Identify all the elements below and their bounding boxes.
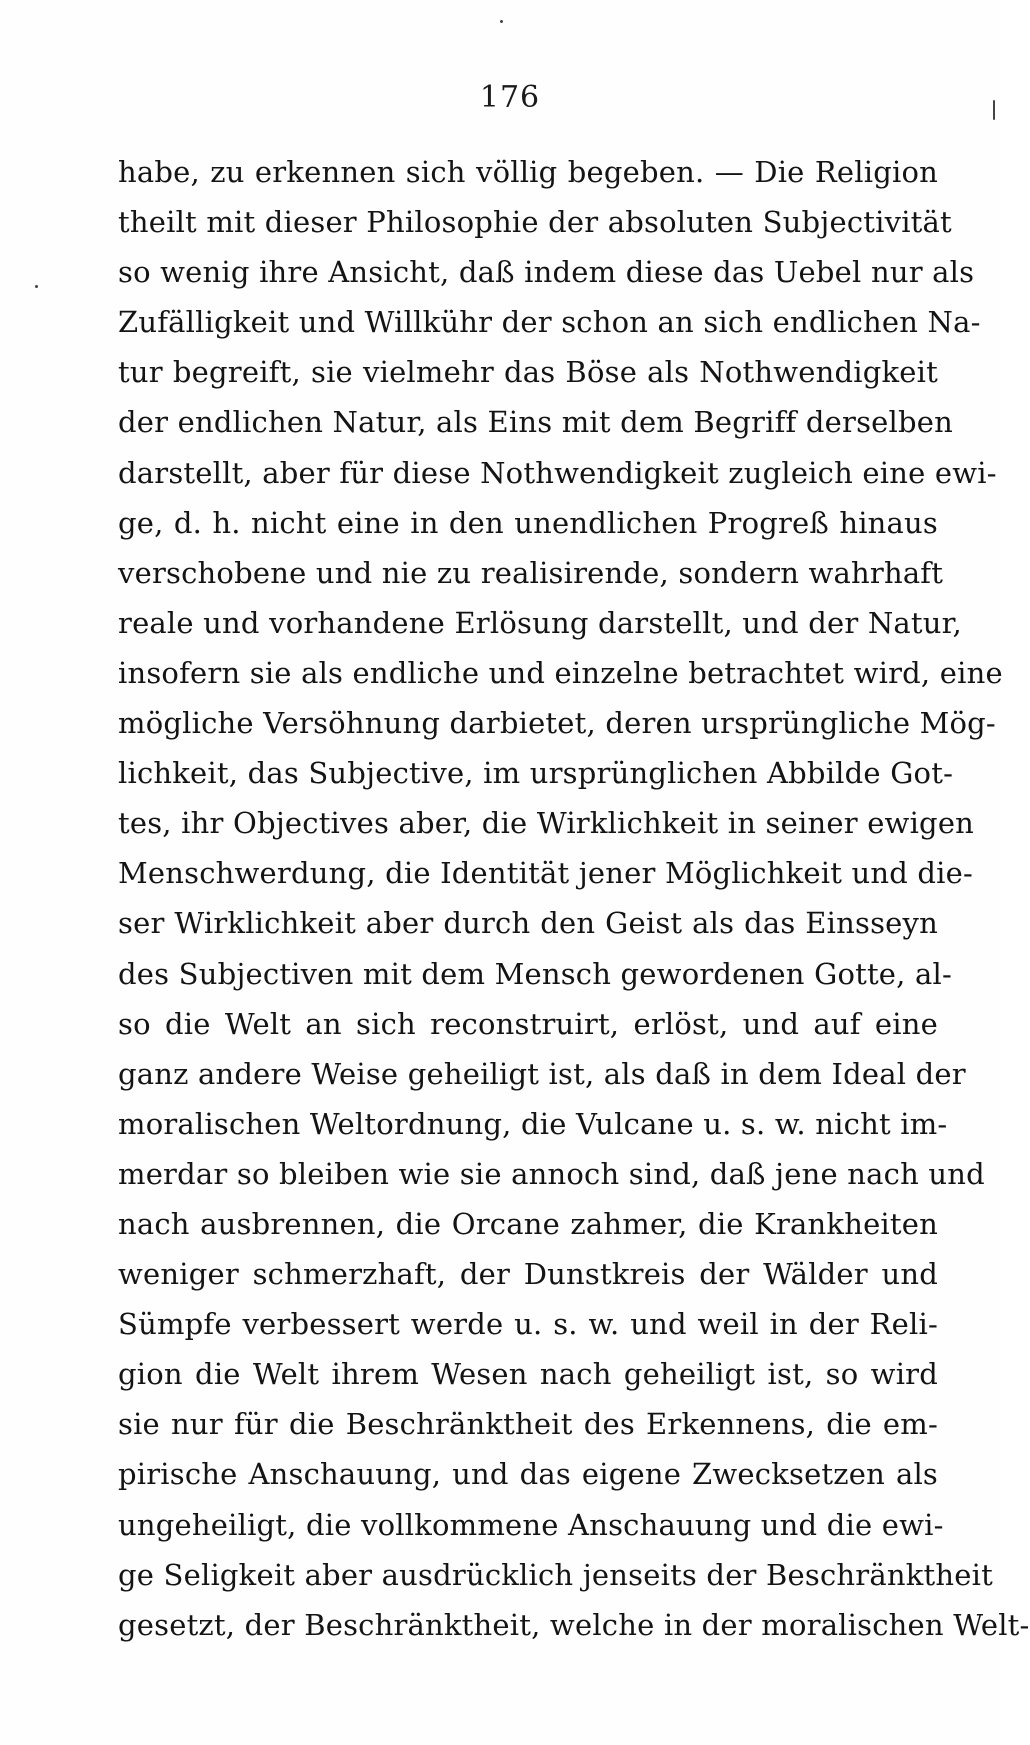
text-line: ganz andere Weise geheiligt ist, als daß in dem Ideal der [118,1056,966,1091]
text-line: des Subjectiven mit dem Mensch gewordenen Gotte, al- [118,956,952,991]
text-line: Sümpfe verbessert werde u. s. w. und weil in der Reli- [118,1307,938,1342]
text-line: pirische Anschauung, und das eigene Zwecksetzen als [118,1457,938,1492]
text-line: tes, ihr Objectives aber, die Wirklichkeit in seiner ewigen [118,806,975,841]
scan-speck [993,100,995,120]
page-number: 176 [479,80,541,115]
text-line: gion die Welt ihrem Wesen nach geheiligt ist, so wird [118,1357,938,1392]
text-line: weniger schmerzhaft, der Dunstkreis der Wälder und [118,1257,938,1292]
text-line: gesetzt, der Beschränktheit, welche in der moralischen Welt- [118,1607,1030,1642]
text-line: ge Seligkeit aber ausdrücklich jenseits der Beschränktheit [118,1557,993,1592]
scan-speck [35,285,38,288]
text-line: Zufälligkeit und Willkühr der schon an sich endlichen Na- [118,305,981,340]
text-line: verschobene und nie zu realisirende, sondern wahrhaft [118,555,944,590]
body-text [118,147,1030,1650]
text-line: merdar so bleiben wie sie annoch sind, daß jene nach und [118,1156,985,1191]
text-line: ge, d. h. nicht eine in den unendlichen Progreß hinaus [118,505,938,540]
text-line: insofern sie als endliche und einzelne betrachtet wird, eine [118,655,1003,690]
text-line: reale und vorhandene Erlösung darstellt, und der Natur, [118,605,962,640]
text-line: darstellt, aber für diese Nothwendigkeit zugleich eine ewi- [118,455,997,490]
text-line: lichkeit, das Subjective, im ursprünglichen Abbilde Got- [118,756,954,791]
text-line: ser Wirklichkeit aber durch den Geist als das Einsseyn [118,906,938,941]
text-line: ungeheiligt, die vollkommene Anschauung und die ewi- [118,1507,944,1542]
text-line: so die Welt an sich reconstruirt, erlöst, und auf eine [118,1006,938,1041]
scan-speck [500,20,503,23]
text-line: nach ausbrennen, die Orcane zahmer, die Krankheiten [118,1206,938,1241]
text-line: so wenig ihre Ansicht, daß indem diese das Uebel nur als [118,255,975,290]
text-line: moralischen Weltordnung, die Vulcane u. s. w. nicht im- [118,1106,948,1141]
text-line: sie nur für die Beschränktheit des Erkennens, die em- [118,1407,938,1442]
text-line: theilt mit dieser Philosophie der absoluten Subjectivität [118,205,952,240]
text-line: Menschwerdung, die Identität jener Möglichkeit und die- [118,856,974,891]
text-line: tur begreift, sie vielmehr das Böse als Nothwendigkeit [118,355,938,390]
text-line: habe, zu erkennen sich völlig begeben. — Die Religion [118,155,938,189]
text-line: der endlichen Natur, als Eins mit dem Begriff derselben [118,405,953,440]
text-line: mögliche Versöhnung darbietet, deren ursprüngliche Mög- [118,706,996,741]
